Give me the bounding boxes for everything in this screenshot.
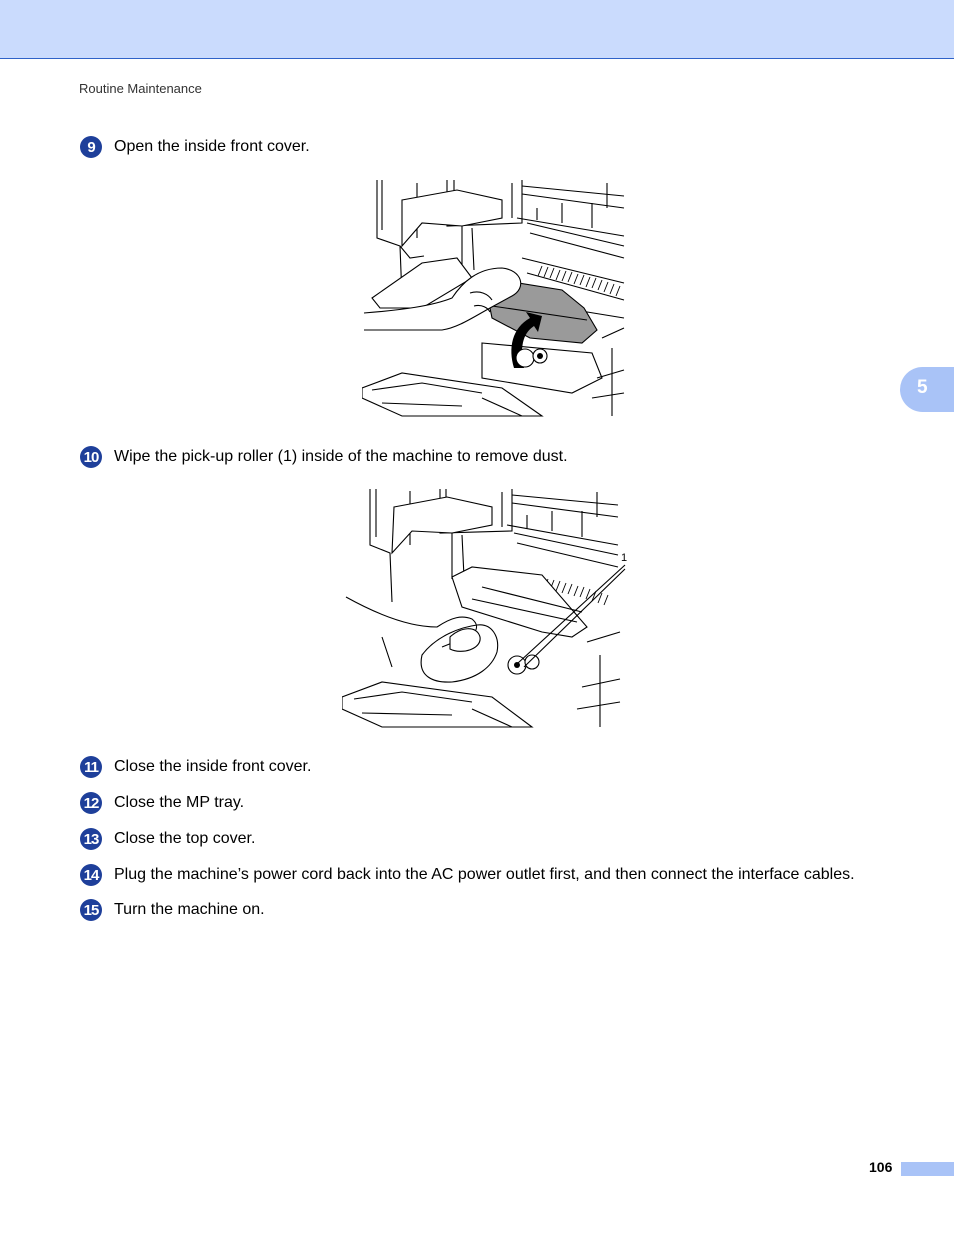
step-number-badge: 11 xyxy=(80,756,102,778)
step-text: Turn the machine on. xyxy=(114,901,265,918)
section-label: Routine Maintenance xyxy=(79,81,202,96)
step-15 xyxy=(80,899,265,921)
chapter-tab xyxy=(900,367,954,412)
header-band xyxy=(0,0,954,59)
illustration-wipe-pickup-roller xyxy=(342,487,632,729)
step-number-badge: 10 xyxy=(80,446,102,468)
step-11 xyxy=(80,756,312,778)
step-10 xyxy=(80,446,568,468)
step-text: Open the inside front cover. xyxy=(114,138,310,155)
step-12 xyxy=(80,792,245,814)
page-number: 106 xyxy=(869,1159,893,1175)
chapter-number: 5 xyxy=(917,377,928,398)
step-text: Wipe the pick-up roller (1) inside of the machine to remove dust. xyxy=(114,448,568,465)
step-number-badge: 15 xyxy=(80,899,102,921)
step-text: Close the MP tray. xyxy=(114,794,245,811)
step-number-badge: 14 xyxy=(80,864,102,886)
step-9 xyxy=(80,136,310,158)
step-text: Plug the machine’s power cord back into the AC power outlet first, and then connect the interface cables. xyxy=(114,866,855,883)
illustration-open-inside-front-cover xyxy=(362,178,628,418)
step-number-badge: 9 xyxy=(80,136,102,158)
callout-label: 1 xyxy=(621,552,628,564)
step-text: Close the top cover. xyxy=(114,830,256,847)
step-14 xyxy=(80,864,855,886)
step-13 xyxy=(80,828,256,850)
footer-accent-bar xyxy=(901,1162,954,1176)
step-number-badge: 13 xyxy=(80,828,102,850)
step-number-badge: 12 xyxy=(80,792,102,814)
step-text: Close the inside front cover. xyxy=(114,758,312,775)
